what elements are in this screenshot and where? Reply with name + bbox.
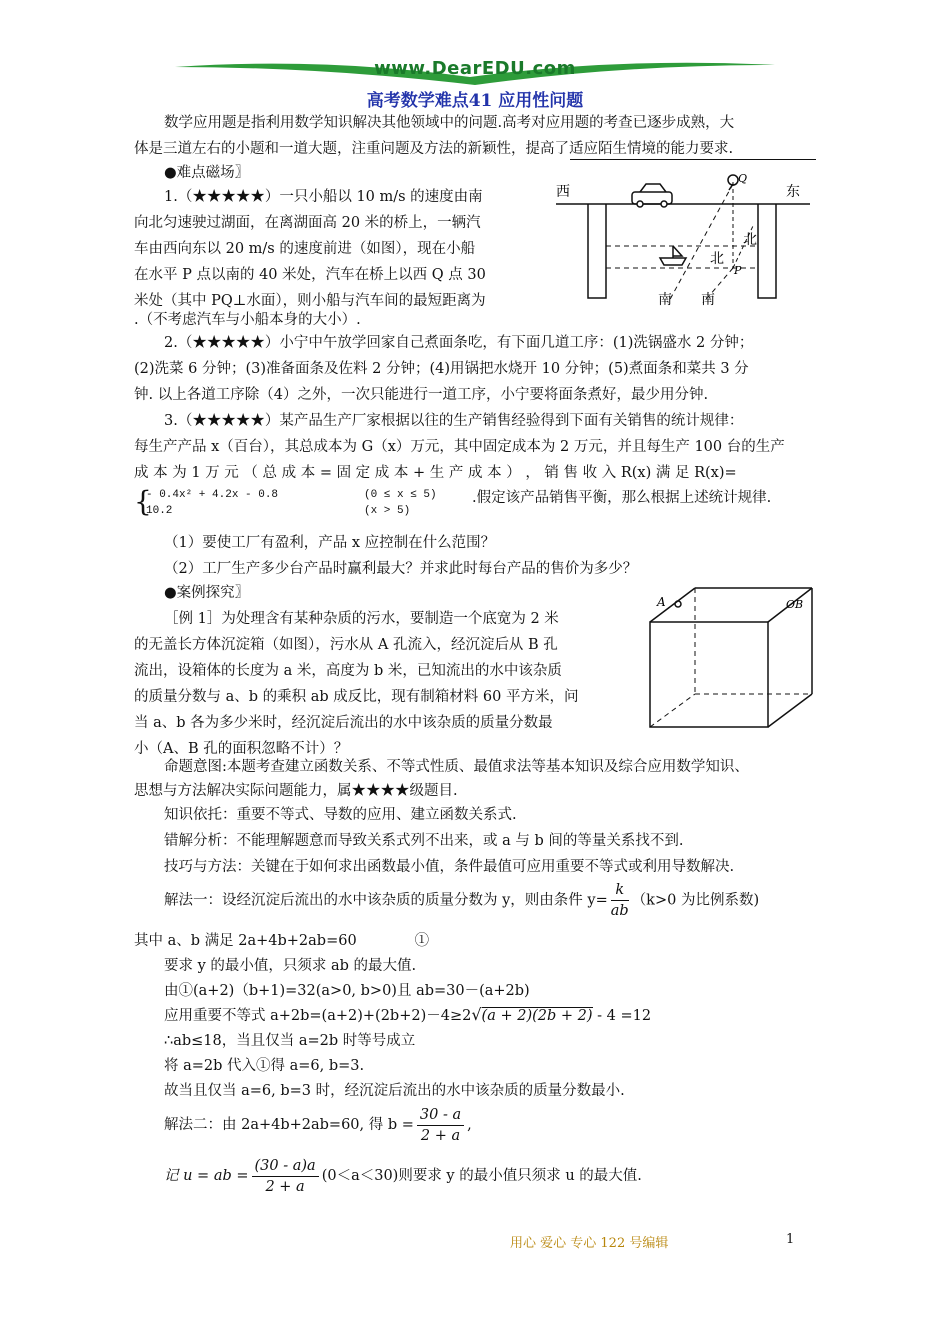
fraction-denominator: ab: [610, 903, 629, 919]
fig-label-west: 西: [556, 184, 570, 200]
intent-line-2: 思想与方法解决实际问题能力，属★★★★级题目.: [134, 783, 458, 799]
knowledge-basis: 知识依托：重要不等式、导数的应用、建立函数关系式.: [164, 807, 517, 823]
page-title: 高考数学难点41 应用性问题: [366, 91, 584, 111]
problem3-line: 成 本 为 1 万 元 （ 总 成 本 = 固 定 成 本 + 生 产 成 本 ） ， 销 售 收 入 R(x) 满 足 R(x)=: [134, 465, 737, 481]
bridge-lake-figure: [548, 168, 818, 318]
solution1-step2: [164, 1002, 651, 1029]
footer-text: 用心 爱心 专心 122 号编辑: [510, 1236, 669, 1251]
solution2-line1: [164, 1104, 472, 1146]
problem2-line: 2.（★★★★★）小宁中午放学回家自己煮面条吃，有下面几道工序：(1)洗锅盛水 2 分钟；: [164, 335, 754, 351]
piecewise-block: [134, 487, 834, 521]
intro-line-2: 体是三道左右的小题和一道大题，注重问题及方法的新颖性，提高了适应陌生情境的能力要求.: [134, 141, 734, 157]
fig-label-p: P: [734, 264, 742, 277]
solution2-post: ,: [467, 1117, 472, 1133]
sqrt-sign: √: [471, 1005, 482, 1024]
fig-label-q: Q: [738, 172, 748, 185]
problem3-line: 每生产产品 x（百台），其总成本为 G（x）万元，其中固定成本为 2 万元，并且每生产 100 台的生产: [134, 439, 785, 455]
piecewise-cond-1: (0 ≤ x ≤ 5): [364, 489, 437, 501]
solution1-step2-post: - 4 =12: [592, 1008, 652, 1024]
problem1-line: 1.（★★★★★）一只小船以 10 m/s 的速度由南: [164, 189, 483, 205]
problem3-line: 3.（★★★★★）某产品生产厂家根据以往的生产销售经验得到下面有关销售的统计规律：: [164, 413, 744, 429]
piecewise-tail: .假定该产品销售平衡，那么根据上述统计规律.: [472, 490, 772, 506]
piecewise-expr-1: - 0.4x² + 4.2x - 0.8: [146, 489, 279, 501]
fraction-denominator: 2 + a: [420, 1127, 461, 1144]
solution2-line2-post: (0＜a＜30)则要求 y 的最小值只须求 u 的最大值.: [321, 1168, 642, 1184]
solution2-line2: [164, 1154, 642, 1198]
piecewise-expr-2: 10.2: [146, 505, 173, 517]
intent-line-1: 命题意图:本题考查建立函数关系、不等式性质、最值求法等基本知识及综合应用数学知识、: [164, 759, 749, 775]
example1-line: 的质量分数与 a、b 的乘积 ab 成反比，现有制箱材料 60 平方米，问: [134, 689, 579, 705]
solution2-pre: 解法二：由 2a+4b+2ab=60, 得 b =: [164, 1117, 414, 1133]
example1-line: 小（A、B 孔的面积忽略不计）？: [134, 741, 349, 757]
sqrt-radicand: (a + 2)(2b + 2): [481, 1008, 593, 1024]
solution1-intro-tail: （k>0 为比例系数): [631, 892, 760, 909]
fig-label-south-left: 南: [658, 292, 672, 308]
problem2-line: 钟. 以上各道工序除（4）之外，一次只能进行一道工序，小宁要将面条煮好，最少用分钟.: [134, 387, 709, 403]
example1-line: 的无盖长方体沉淀箱（如图），污水从 A 孔流入，经沉淀后从 B 孔: [134, 637, 558, 653]
problem1-line: 米处（其中 PQ⊥水面），则小船与汽车间的最短距离为: [134, 293, 486, 309]
problem2-line: (2)洗菜 6 分钟；(3)准备面条及佐料 2 分钟；(4)用锅把水烧开 10 分钟；(5)煮面条和菜共 3 分: [134, 361, 749, 377]
piecewise-cond-2: (x > 5): [364, 505, 411, 517]
solution1-step2-pre: 应用重要不等式 a+2b=(a+2)+(2b+2)－4≥2: [164, 1008, 472, 1024]
box-label-a: A: [657, 595, 666, 609]
fraction-numerator: 30 - a: [417, 1105, 464, 1126]
problem3-question-2: （2）工厂生产多少台产品时赢利最大？并求此时每台产品的售价为多少？: [164, 561, 638, 577]
fig-label-north-mid: 北: [710, 251, 724, 267]
box-label-b: OB: [786, 598, 804, 611]
fig-label-east: 东: [786, 184, 800, 200]
solution1-condition: 其中 a、b 满足 2a+4b+2ab=60 ①: [134, 933, 430, 949]
problem1-line: .（不考虑汽车与小船本身的大小）.: [134, 312, 361, 328]
fraction-numerator: (30 - a)a: [252, 1156, 319, 1177]
technique: 技巧与方法：关键在于如何求出函数最小值，条件最值可应用重要不等式或利用导数解决.: [164, 859, 735, 875]
sedimentation-box-figure: [640, 582, 820, 732]
solution1-step3: ∴ab≤18，当且仅当 a=2b 时等号成立: [164, 1033, 416, 1049]
solution1-step1: 由①(a+2)（b+1)=32(a>0, b>0)且 ab=30－(a+2b): [164, 983, 530, 999]
fig-label-north-top: 北: [743, 232, 757, 248]
site-url[interactable]: www.DearEDU.com: [374, 58, 576, 79]
u-fraction: [252, 1156, 319, 1197]
section-heading-cases: ●案例探究〗: [164, 585, 250, 601]
solution1-intro: [164, 880, 759, 921]
intro-line-1: 数学应用题是指利用数学知识解决其他领域中的问题.高考对应用题的考查已逐步成熟，大: [164, 115, 735, 131]
solution1-intro-text: 解法一：设经沉淀后流出的水中该杂质的质量分数为 y，则由条件 y=: [164, 892, 608, 909]
page-number: 1: [786, 1232, 795, 1247]
piecewise-brace: {: [134, 485, 152, 518]
example1-line: 流出，设箱体的长度为 a 米，高度为 b 米，已知流出的水中该杂质: [134, 663, 562, 679]
solution1-step4: 将 a=2b 代入①得 a=6, b=3.: [164, 1058, 365, 1074]
k-over-ab-fraction: [611, 880, 629, 921]
example1-line: ［例 1］为处理含有某种杂质的污水，要制造一个底宽为 2 米: [164, 611, 559, 627]
problem1-line: 车由西向东以 20 m/s 的速度前进（如图），现在小船: [134, 241, 476, 257]
fig-label-south-right: 南: [701, 292, 715, 308]
example1-line: 当 a、b 各为多少米时，经沉淀后流出的水中该杂质的质量分数最: [134, 715, 553, 731]
section-heading-difficulty: ●难点磁场〗: [164, 165, 250, 181]
solution1-conclusion: 故当且仅当 a=6, b=3 时，经沉淀后流出的水中该杂质的质量分数最小.: [164, 1083, 625, 1099]
problem1-line: 在水平 P 点以南的 40 米处，汽车在桥上以西 Q 点 30: [134, 267, 486, 283]
problem1-line: 向北匀速驶过湖面，在离湖面高 20 米的桥上，一辆汽: [134, 215, 481, 231]
error-analysis: 错解分析：不能理解题意而导致关系式列不出来，或 a 与 b 间的等量关系找不到.: [164, 833, 684, 849]
solution1-goal: 要求 y 的最小值，只须求 ab 的最大值.: [164, 958, 417, 974]
solution2-line2-pre: 记 u = ab =: [164, 1168, 249, 1184]
problem3-question-1: （1）要使工厂有盈利，产品 x 应控制在什么范围？: [164, 535, 496, 551]
b-fraction: [417, 1105, 464, 1146]
fraction-denominator: 2 + a: [265, 1178, 305, 1195]
fraction-numerator: k: [611, 880, 629, 901]
